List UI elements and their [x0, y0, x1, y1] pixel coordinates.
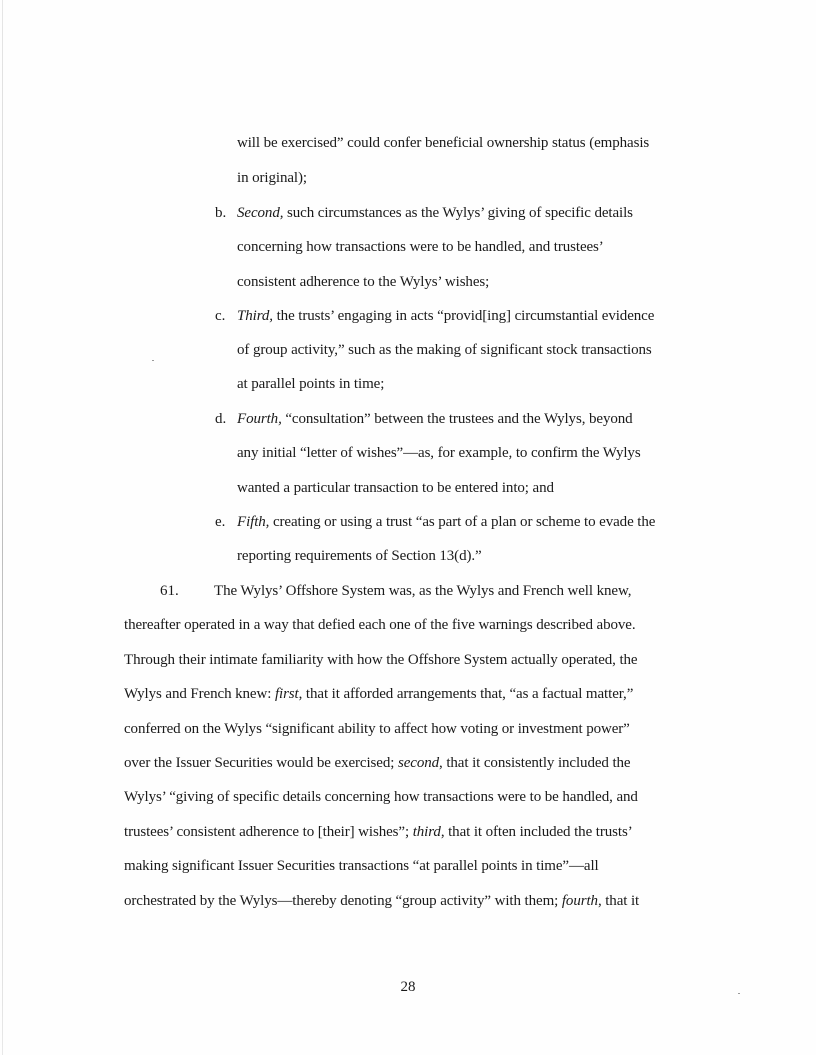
- paragraph-emphasis: third: [412, 824, 441, 840]
- paragraph-line: Through their intimate familiarity with how the Offshore System actually operated, the: [124, 652, 638, 668]
- paragraph-line: making significant Issuer Securities transactions “at parallel points in time”—all: [124, 858, 599, 874]
- list-item-d-line: [237, 410, 633, 428]
- paragraph-emphasis: second: [397, 755, 440, 771]
- paragraph-text: over the Issuer Securities would be exercised;: [124, 755, 398, 771]
- list-item-e-text: creating or using a trust “as part of a plan or scheme to evade the: [269, 514, 656, 530]
- list-marker-d: d.: [215, 411, 227, 427]
- continuation-line: in original);: [237, 170, 307, 186]
- paragraph-text: , that it often included the trusts’: [440, 824, 633, 840]
- scan-edge-shadow: [2, 0, 3, 1055]
- list-item-d-line: any initial “letter of wishes”—as, for example, to confirm the Wylys: [237, 445, 641, 461]
- paragraph-text: Wylys and French knew:: [124, 686, 275, 702]
- paragraph-emphasis: fourth: [561, 893, 598, 909]
- paragraph-line: thereafter operated in a way that defied each one of the five warnings described above.: [124, 617, 636, 633]
- paragraph-line: [124, 892, 639, 910]
- paragraph-line: [124, 823, 633, 841]
- list-item-b-line: [237, 204, 633, 222]
- list-item-b-lead: Second,: [237, 205, 284, 221]
- paragraph-line: [124, 685, 633, 703]
- list-item-e-line: [237, 513, 655, 531]
- list-item-d-lead: Fourth,: [237, 411, 282, 427]
- paragraph-text: trustees’ consistent adherence to [their] wishes”;: [124, 824, 413, 840]
- continuation-line: will be exercised” could confer beneficial ownership status (emphasis: [237, 135, 650, 151]
- paragraph-number: 61.: [160, 583, 179, 599]
- paragraph-emphasis: first: [274, 686, 299, 702]
- list-marker-b: b.: [215, 205, 227, 221]
- paragraph-line: Wylys’ “giving of specific details concerning how transactions were to be handled, and: [124, 789, 638, 805]
- paragraph-text: , that it consistently included the: [439, 755, 631, 771]
- list-item-d-line: wanted a particular transaction to be entered into; and: [237, 480, 554, 496]
- list-item-b-line: consistent adherence to the Wylys’ wishes;: [237, 274, 490, 290]
- list-marker-c: c.: [215, 308, 226, 324]
- paragraph-text: , that it: [597, 893, 640, 909]
- list-item-d-text: “consultation” between the trustees and the Wylys, beyond: [281, 411, 633, 427]
- list-item-e-lead: Fifth,: [237, 514, 270, 530]
- list-item-c-text: the trusts’ engaging in acts “provid[ing] circumstantial evidence: [272, 308, 655, 324]
- paragraph-text: orchestrated by the Wylys—thereby denoting “group activity” with them;: [124, 893, 562, 909]
- list-item-c-line: [237, 307, 654, 325]
- list-item-c-line: of group activity,” such as the making of significant stock transactions: [237, 342, 652, 358]
- list-item-c-line: at parallel points in time;: [237, 376, 385, 392]
- list-item-c-lead: Third,: [237, 308, 273, 324]
- paragraph-line: The Wylys’ Offshore System was, as the Wylys and French well knew,: [214, 583, 632, 599]
- list-item-b-line: concerning how transactions were to be handled, and trustees’: [237, 239, 604, 255]
- list-item-b-text: such circumstances as the Wylys’ giving of specific details: [283, 205, 633, 221]
- paragraph-line: conferred on the Wylys “significant ability to affect how voting or investment power”: [124, 721, 630, 737]
- list-item-e-line: reporting requirements of Section 13(d).”: [237, 548, 482, 564]
- page-number: 28: [400, 979, 416, 995]
- paragraph-text: , that it afforded arrangements that, “as a factual matter,”: [298, 686, 634, 702]
- list-marker-e: e.: [215, 514, 226, 530]
- scan-speck: [152, 360, 154, 361]
- paragraph-line: [124, 754, 631, 772]
